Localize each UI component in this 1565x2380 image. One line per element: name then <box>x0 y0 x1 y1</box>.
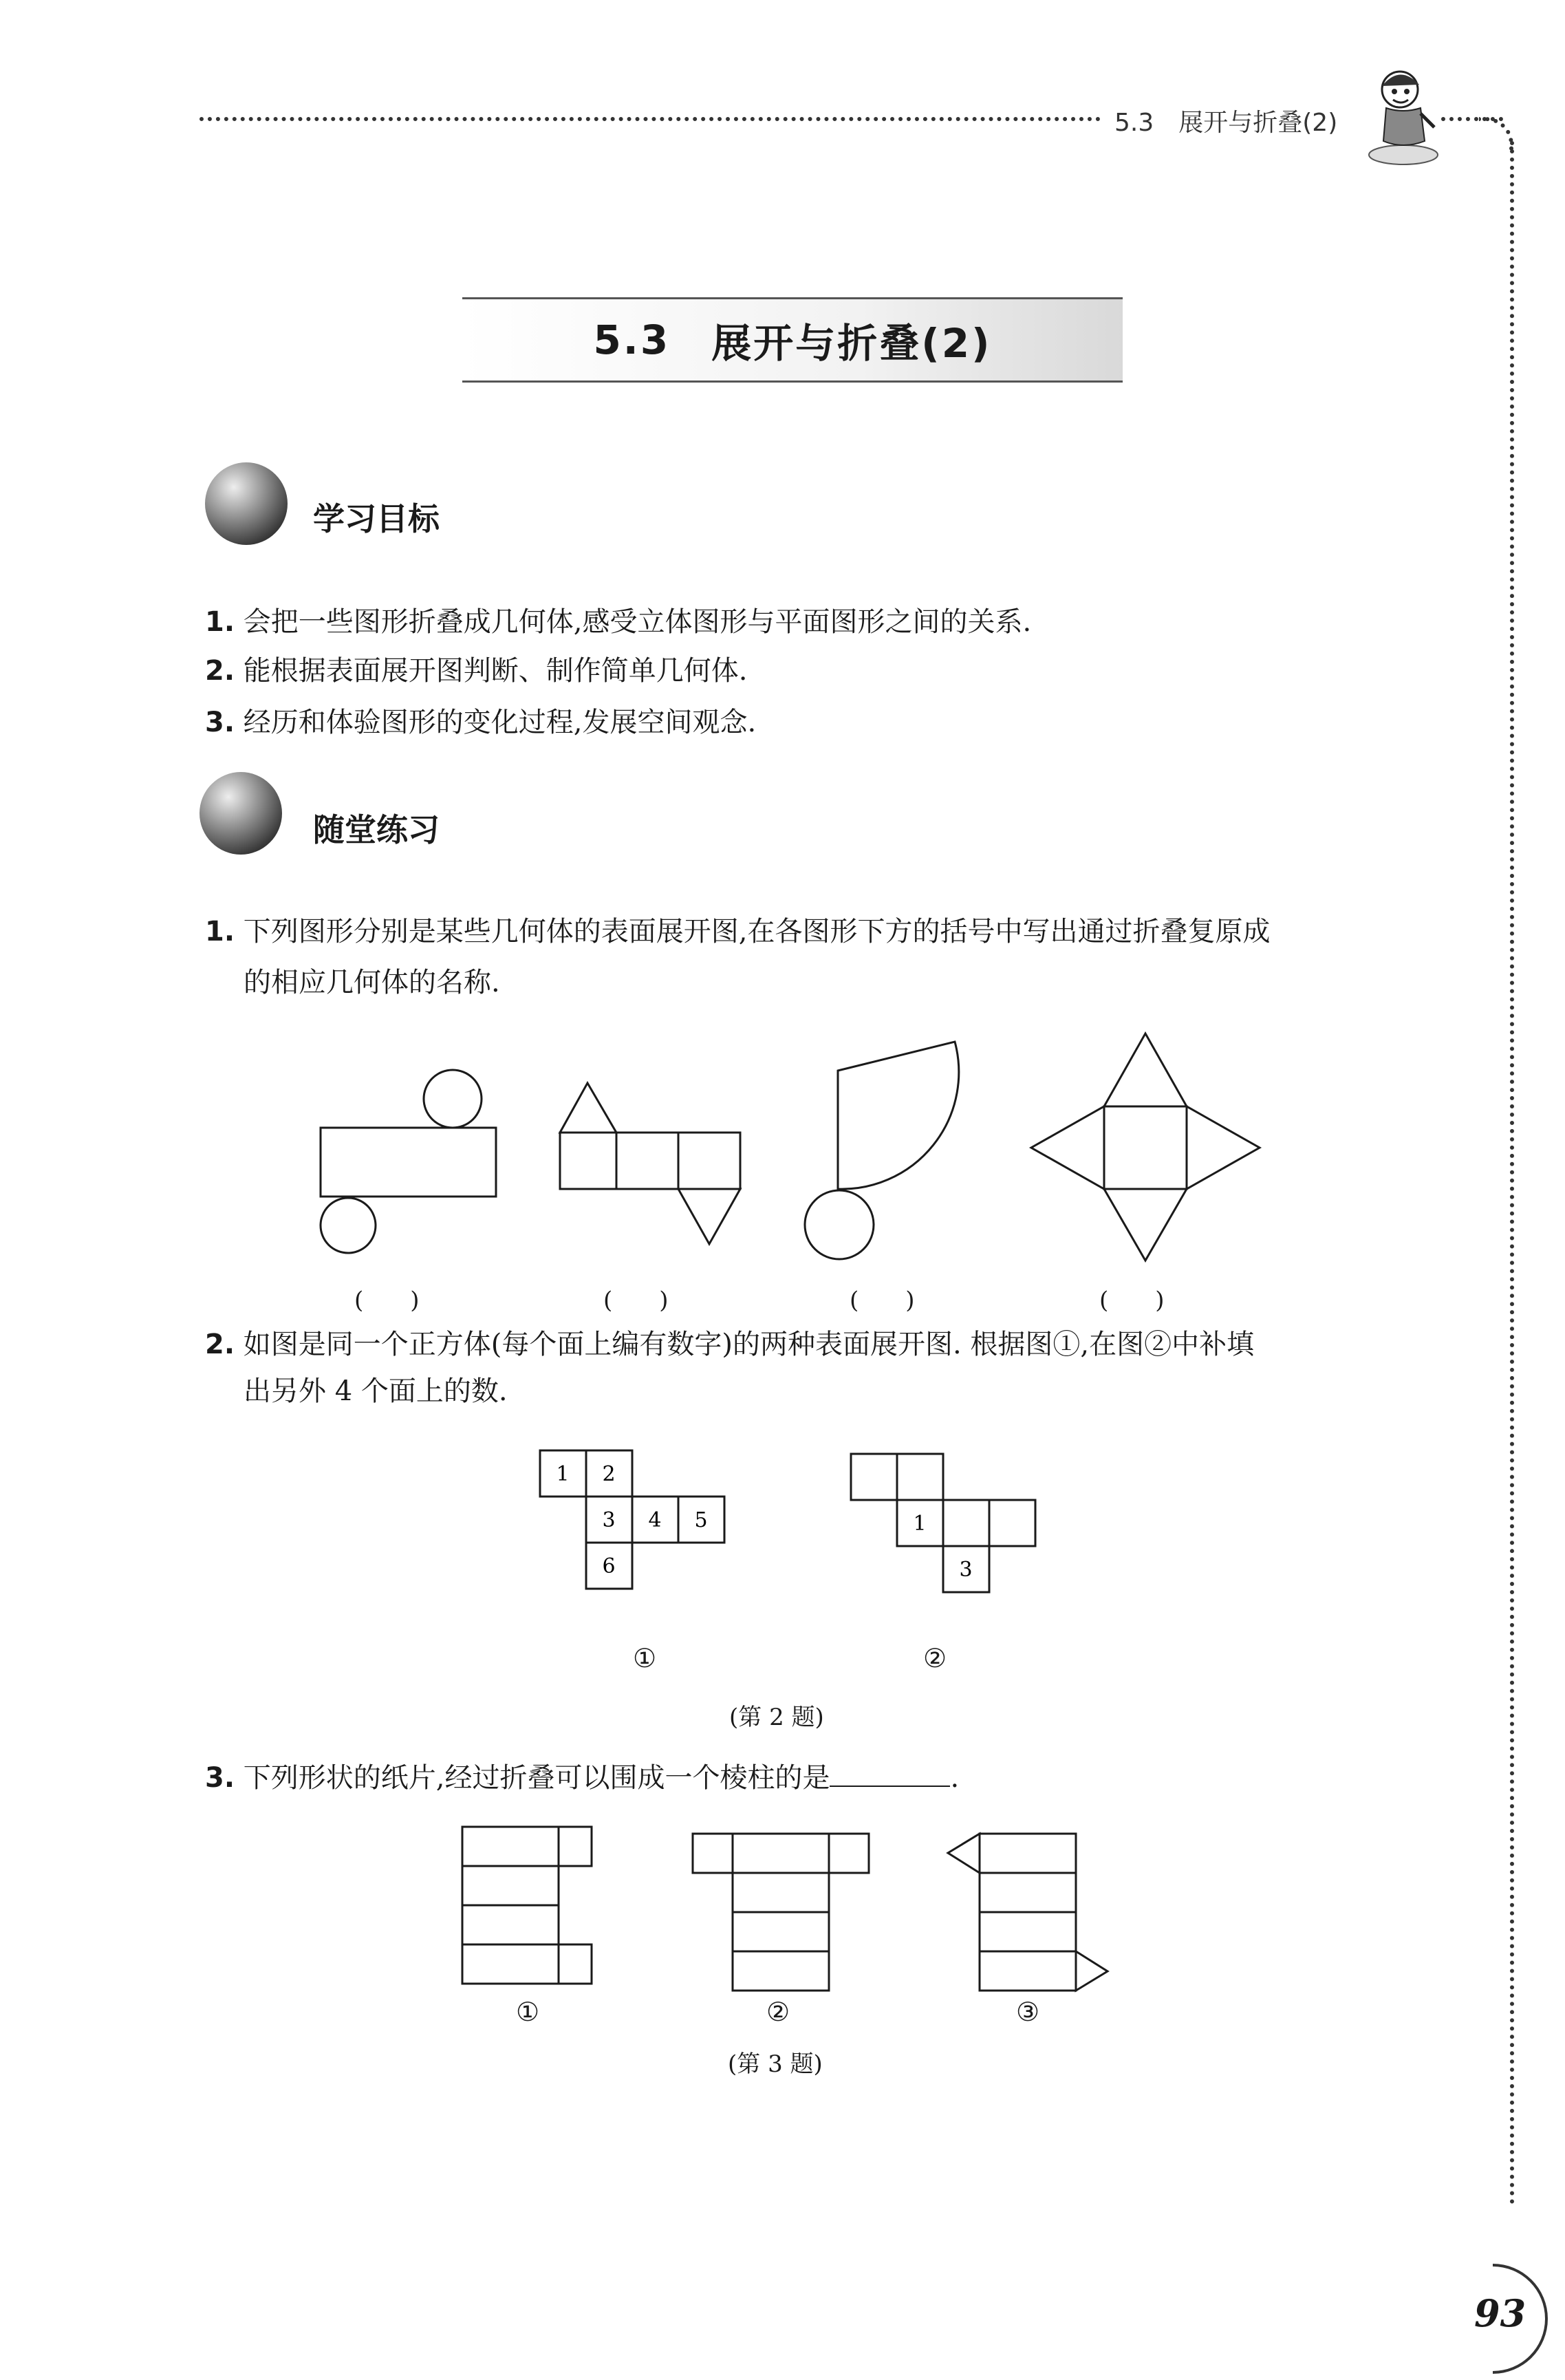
answer-paren[interactable]: ( ) <box>850 1287 915 1314</box>
cone-net-figure <box>798 1038 977 1272</box>
header-rule-left <box>199 117 1101 121</box>
figure-mark: ① <box>633 1643 657 1673</box>
objectives-globe-icon <box>205 462 288 545</box>
cylinder-net-figure <box>316 1063 509 1256</box>
answer-paren[interactable]: ( ) <box>354 1287 420 1314</box>
objective-item: 1. 会把一些图形折叠成几何体,感受立体图形与平面图形之间的关系. <box>205 606 1032 638</box>
section-title: 展开与折叠(2) <box>711 320 992 367</box>
mascot-icon <box>1366 65 1441 169</box>
right-margin-rule <box>1510 141 1514 2205</box>
question-3-line: 3. 下列形状的纸片,经过折叠可以围成一个棱柱的是 . <box>205 1758 959 1797</box>
objectives-heading: 学习目标 <box>313 500 440 537</box>
face-label: 4 <box>648 1508 662 1532</box>
square-pyramid-net-figure <box>1030 1032 1264 1266</box>
cube-net-figure-2[interactable] <box>851 1454 1044 1598</box>
figure-caption: (第 3 题) <box>728 2050 823 2078</box>
face-label: 3 <box>602 1508 616 1532</box>
objective-item: 2. 能根据表面展开图判断、制作简单几何体. <box>205 655 748 687</box>
prism-net-option-1 <box>462 1827 600 1992</box>
prism-net-option-2 <box>693 1834 878 1999</box>
answer-paren[interactable]: ( ) <box>603 1287 669 1314</box>
question-2-line-2: 出另外 4 个面上的数. <box>244 1375 508 1407</box>
figure-mark: ② <box>923 1643 947 1673</box>
section-title-bar <box>462 297 1123 383</box>
face-label: 3 <box>959 1558 973 1582</box>
page-corner-rule <box>1479 117 1513 151</box>
triangular-prism-net-figure <box>557 1080 750 1273</box>
question-1-line-2: 的相应几何体的名称. <box>244 967 500 998</box>
practice-heading: 随堂练习 <box>313 811 440 848</box>
figure-mark: ② <box>766 1997 790 2027</box>
cube-net-figure-1 <box>540 1450 733 1595</box>
face-label: 1 <box>913 1512 927 1536</box>
face-label: 1 <box>556 1462 570 1486</box>
question-1-line-1: 1. 下列图形分别是某些几何体的表面展开图,在各图形下方的括号中写出通过折叠复原成 <box>205 916 1271 947</box>
objective-item: 3. 经历和体验图形的变化过程,发展空间观念. <box>205 707 757 738</box>
section-number: 5.3 <box>593 317 671 363</box>
figure-caption: (第 2 题) <box>729 1704 824 1731</box>
face-label: 2 <box>602 1462 616 1486</box>
face-label: 5 <box>694 1508 708 1532</box>
answer-blank[interactable] <box>830 1758 950 1787</box>
running-header: 5.3 展开与折叠(2) <box>1114 109 1338 137</box>
question-2-line-1: 2. 如图是同一个正方体(每个面上编有数字)的两种表面展开图. 根据图①,在图②中补填 <box>205 1329 1255 1360</box>
page-number: 93 <box>1474 2291 1526 2335</box>
prism-net-option-3 <box>948 1834 1113 1999</box>
figure-mark: ① <box>516 1997 540 2027</box>
answer-paren[interactable]: ( ) <box>1099 1287 1165 1314</box>
figure-mark: ③ <box>1016 1997 1040 2027</box>
face-label: 6 <box>602 1554 616 1578</box>
practice-globe-icon <box>199 772 282 855</box>
